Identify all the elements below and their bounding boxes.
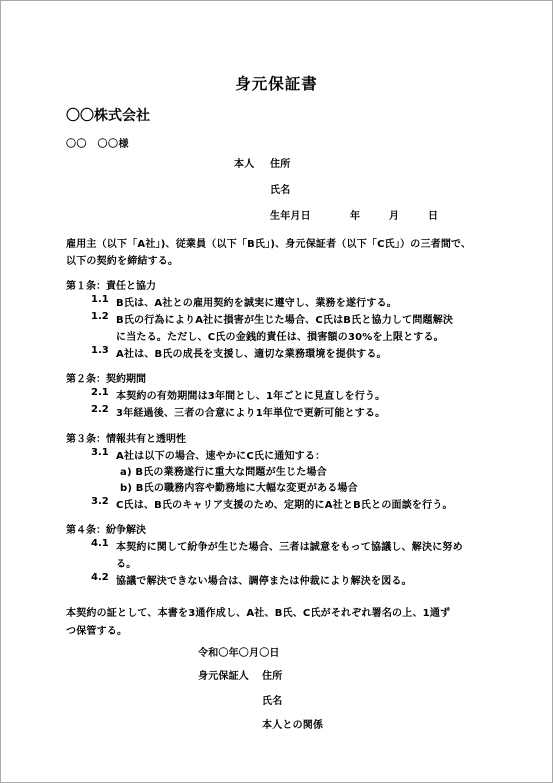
recipient-name: 〇〇 〇〇様	[66, 139, 129, 150]
clause-text: に当たる。ただし、C氏の金銭的責任は、損害額の30%を上限とする。	[116, 332, 444, 343]
guarantor-address-label: 住所	[262, 671, 283, 682]
birth-year-label: 年	[350, 211, 361, 222]
clause-text: B氏の行為によりA社に損害が生じた場合、C氏はB氏と協力して問題解決	[116, 315, 454, 326]
guarantor-label: 身元保証人	[198, 671, 249, 682]
document-date: 令和〇年〇月〇日	[198, 648, 280, 659]
clause-text: C氏は、B氏のキャリア支援のため、定期的にA社とB氏との面談を行う。	[116, 500, 453, 511]
clause-number: 3.1	[91, 447, 109, 458]
intro-line-2: 以下の契約を締結する。	[66, 256, 179, 267]
clause-text: 本契約に関して紛争が生じた場合、三者は誠意をもって協議し、解決に努め	[116, 542, 463, 553]
clause-text: A社は、B氏の成長を支援し、適切な業務環境を提供する。	[116, 349, 387, 360]
clause-number: 4.2	[91, 572, 109, 583]
clause-text: る。	[116, 559, 137, 570]
person-birth-label: 生年月日	[270, 211, 311, 222]
clause-text: B氏は、A社との雇用契約を誠実に遵守し、業務を遂行する。	[116, 298, 397, 309]
birth-month-label: 月	[389, 211, 400, 222]
sub-clause-text: b) B氏の職務内容や勤務地に大幅な変更がある場合	[120, 483, 358, 494]
clause-number: 2.1	[91, 387, 109, 398]
clause-text: 協議で解決できない場合は、調停または仲裁により解決を図る。	[116, 576, 412, 587]
closing-line-1: 本契約の証として、本書を3通作成し、A社、B氏、C氏がそれぞれ署名の上、1通ず	[66, 608, 451, 619]
company-name: 〇〇株式会社	[66, 108, 150, 124]
clause-number: 4.1	[91, 538, 109, 549]
clause-text: A社は以下の場合、速やかにC氏に通知する：	[116, 451, 326, 462]
clause-text: 3年経過後、三者の合意により1年単位で更新可能とする。	[116, 408, 386, 419]
article-2-heading: 第２条：契約期間	[66, 374, 146, 385]
clause-number: 3.2	[91, 496, 109, 507]
closing-line-2: つ保管する。	[66, 626, 128, 637]
clause-number: 1.3	[91, 345, 109, 356]
article-3-heading: 第３条：情報共有と透明性	[66, 434, 186, 445]
birth-day-label: 日	[428, 211, 439, 222]
clause-text: 本契約の有効期間は3年間とし、1年ごとに見直しを行う。	[116, 391, 386, 402]
intro-line-1: 雇用主（以下「A社」)、従業員（以下「B氏」)、身元保証者（以下「C氏」）の三者間で、	[66, 239, 472, 250]
person-address-label: 住所	[270, 159, 291, 170]
guarantor-relation-label: 本人との関係	[262, 720, 324, 731]
article-4-heading: 第４条：紛争解決	[66, 525, 146, 536]
clause-number: 1.2	[91, 311, 109, 322]
person-label: 本人	[234, 159, 255, 170]
document-title: 身元保証書	[235, 75, 318, 93]
article-1-heading: 第１条：責任と協力	[66, 281, 156, 292]
clause-number: 2.2	[91, 404, 109, 415]
person-name-label: 氏名	[270, 185, 291, 196]
clause-number: 1.1	[91, 294, 109, 305]
sub-clause-text: a) B氏の業務遂行に重大な問題が生じた場合	[120, 467, 327, 478]
guarantor-name-label: 氏名	[262, 696, 283, 707]
